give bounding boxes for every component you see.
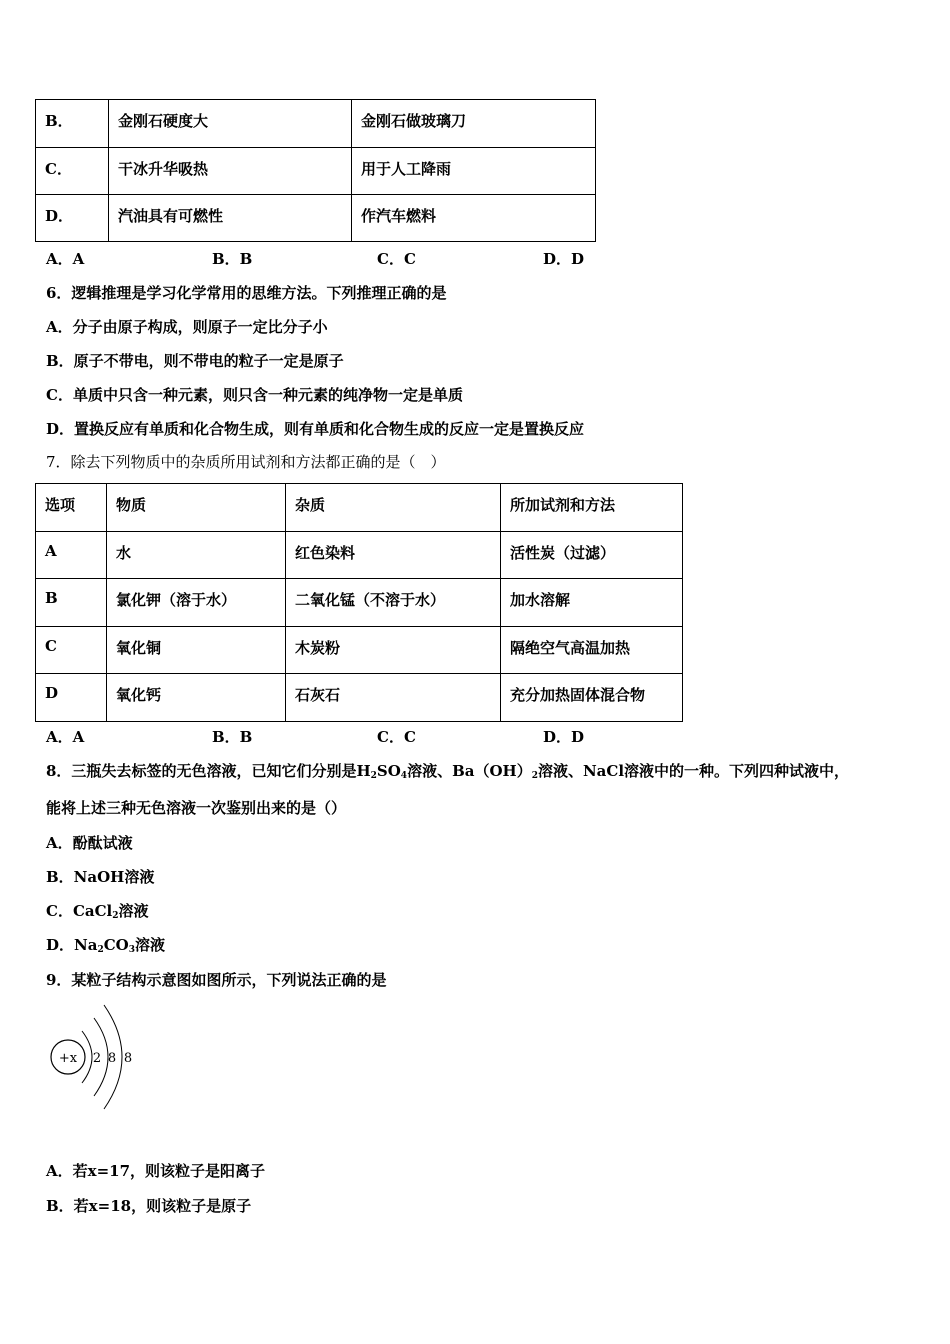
question-9-stem: 9．某粒子结构示意图如图所示，下列说法正确的是 xyxy=(46,971,387,989)
table-cell: D xyxy=(36,674,107,722)
table-cell: 用于人工降雨 xyxy=(352,148,596,195)
question-6-option-a[interactable]: A．分子由原子构成，则原子一定比分子小 xyxy=(46,318,328,336)
option-text: C．CaCl xyxy=(46,902,113,920)
question-7-stem: 7．除去下列物质中的杂质所用试剂和方法都正确的是（ ） xyxy=(46,453,446,471)
table-header-cell: 选项 xyxy=(36,484,107,532)
shell-electron-count: 8 xyxy=(123,1051,133,1066)
question-8-stem-line2: 能将上述三种无色溶液一次鉴别出来的是（） xyxy=(46,799,347,817)
table-cell: 干冰升华吸热 xyxy=(109,148,352,195)
subscript: 3 xyxy=(128,945,135,955)
question-9-option-b[interactable]: B．若x=18，则该粒子是原子 xyxy=(46,1197,252,1215)
table-cell: 加水溶解 xyxy=(501,579,683,627)
table-cell: 木炭粉 xyxy=(286,627,501,674)
electron-shell-arc xyxy=(82,1031,92,1083)
table-cell: 水 xyxy=(107,532,286,579)
table-header-cell: 所加试剂和方法 xyxy=(501,484,683,532)
table-cell: 活性炭（过滤） xyxy=(501,532,683,579)
stem-text: 8．三瓶失去标签的无色溶液，已知它们分别是H xyxy=(46,762,371,780)
table-cell: 汽油具有可燃性 xyxy=(109,195,352,242)
question-8-option-b[interactable]: B．NaOH溶液 xyxy=(46,868,155,886)
option-text: CO xyxy=(103,936,129,954)
table-row xyxy=(36,674,683,722)
subscript: 2 xyxy=(112,911,119,921)
table-cell: 金刚石做玻璃刀 xyxy=(352,100,596,148)
table-cell: 红色染料 xyxy=(286,532,501,579)
table-cell: C xyxy=(36,627,107,674)
question-8-stem xyxy=(46,760,849,781)
table-cell: A xyxy=(36,532,107,579)
table-row xyxy=(36,100,596,148)
stem-text: 溶液、Ba（OH） xyxy=(407,762,532,780)
table-row xyxy=(36,579,683,627)
subscript: 2 xyxy=(531,771,538,781)
q5-table xyxy=(35,99,596,242)
question-6-option-c[interactable]: C．单质中只含一种元素，则只含一种元素的纯净物一定是单质 xyxy=(46,386,463,404)
table-cell: 氯化钾（溶于水） xyxy=(107,579,286,627)
stem-text: 溶液、NaCl溶液中的一种。下列四种试液中， xyxy=(537,762,850,780)
nucleus-label: +x xyxy=(58,1051,78,1066)
option-text: 溶液 xyxy=(118,902,149,920)
table-cell: 氧化铜 xyxy=(107,627,286,674)
table-cell: 隔绝空气高温加热 xyxy=(501,627,683,674)
q7-table xyxy=(35,483,683,722)
table-header-cell: 物质 xyxy=(107,484,286,532)
table-cell: 作汽车燃料 xyxy=(352,195,596,242)
subscript: 4 xyxy=(400,771,408,781)
table-cell: B． xyxy=(36,100,109,148)
question-8-option-a[interactable]: A．酚酞试液 xyxy=(46,834,133,852)
option-a[interactable]: A．A xyxy=(46,250,85,268)
atom-structure-diagram xyxy=(40,1000,150,1115)
table-cell: D． xyxy=(36,195,109,242)
shell-electron-count: 2 xyxy=(92,1051,102,1066)
table-row xyxy=(36,148,596,195)
question-8-option-d[interactable] xyxy=(46,934,165,955)
table-cell: 氧化钙 xyxy=(107,674,286,722)
table-cell: B xyxy=(36,579,107,627)
option-text: 溶液 xyxy=(135,936,166,954)
table-row xyxy=(36,627,683,674)
table-cell: 充分加热固体混合物 xyxy=(501,674,683,722)
question-7-option-b[interactable]: B．B xyxy=(212,728,253,746)
question-7-option-a[interactable]: A．A xyxy=(46,728,85,746)
table-cell: 金刚石硬度大 xyxy=(109,100,352,148)
stem-text: SO xyxy=(376,762,401,780)
question-7-option-c[interactable]: C．C xyxy=(377,728,416,746)
question-8-option-c[interactable] xyxy=(46,900,149,921)
question-9-option-a[interactable]: A．若x=17，则该粒子是阳离子 xyxy=(46,1162,266,1180)
table-row xyxy=(36,532,683,579)
question-6-option-d[interactable]: D．置换反应有单质和化合物生成，则有单质和化合物生成的反应一定是置换反应 xyxy=(46,420,585,438)
table-row xyxy=(36,195,596,242)
shell-electron-count: 8 xyxy=(107,1051,117,1066)
option-text: D．Na xyxy=(46,936,98,954)
table-cell: 二氧化锰（不溶于水） xyxy=(286,579,501,627)
subscript: 2 xyxy=(97,945,104,955)
option-c[interactable]: C．C xyxy=(377,250,416,268)
option-b[interactable]: B．B xyxy=(212,250,253,268)
question-7-option-d[interactable]: D．D xyxy=(543,728,585,746)
table-cell: C． xyxy=(36,148,109,195)
question-6-stem: 6．逻辑推理是学习化学常用的思维方法。下列推理正确的是 xyxy=(46,284,447,302)
table-cell: 石灰石 xyxy=(286,674,501,722)
table-header-row xyxy=(36,484,683,532)
question-6-option-b[interactable]: B．原子不带电，则不带电的粒子一定是原子 xyxy=(46,352,344,370)
subscript: 2 xyxy=(370,771,377,781)
table-header-cell: 杂质 xyxy=(286,484,501,532)
option-d[interactable]: D．D xyxy=(543,250,585,268)
